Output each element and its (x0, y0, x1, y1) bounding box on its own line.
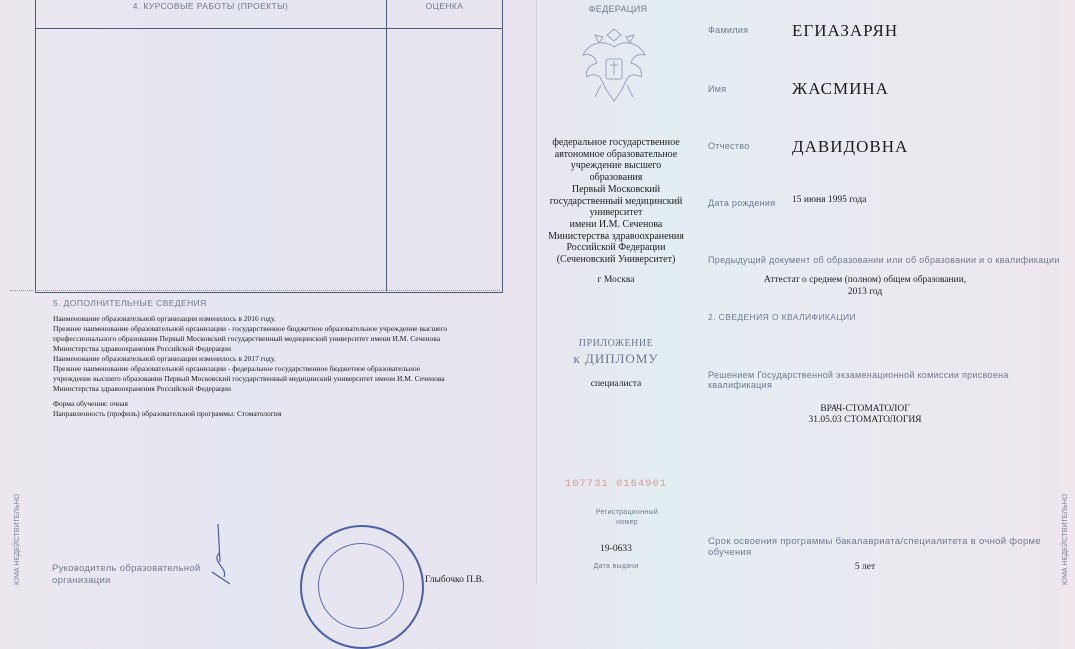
section5-line: Министерства здравоохранения Российской Федерации (53, 384, 231, 393)
section5-body (53, 314, 493, 394)
organization-line: университет (589, 207, 643, 219)
study-duration-value: 5 лет (854, 562, 876, 572)
reg-number-label-line2: номер (616, 519, 638, 526)
organization-line: учреждение высшего (570, 160, 662, 172)
section5-line: учреждение высшего образования Первый Московский государственный медицинский университет имени И.М. Сеченова (53, 374, 445, 383)
section5-line: Министерства здравоохранения Российской Федерации (53, 344, 231, 353)
organization-line: Российской Федерации (566, 242, 666, 254)
reg-number-label-line1: Регистрационный (595, 509, 659, 516)
study-duration-label-line2: обучения (708, 547, 752, 558)
previous-document-label: Предыдущий документ об образовании или об образовании и о квалификации (708, 255, 1060, 265)
grade-column-header: ОЦЕНКА (425, 1, 464, 11)
head-label-line2: организации (52, 575, 111, 586)
commission-label-line2: квалификация (708, 380, 773, 390)
table-column-divider (386, 0, 387, 291)
signature-mark (200, 522, 240, 585)
patronymic-label: Отчество (708, 141, 750, 151)
organization-line: федеральное государственное (552, 137, 680, 148)
name-value: ЖАСМИНА (792, 79, 889, 98)
birthdate-value: 15 июня 1995 года (792, 195, 867, 205)
section-divider (10, 290, 500, 292)
study-duration-label-line1: Срок освоения программы бакалавриата/специалитета в очной форме (708, 536, 1041, 547)
surname-value: ЕГИАЗАРЯН (792, 21, 899, 40)
program-profile: Направленность (профиль) образовательной программы: Стоматология (53, 409, 282, 418)
patronymic-value: ДАВИДОВНА (792, 137, 909, 156)
commission-label-line1: Решением Государственной экзаменационной комиссии присвоена (708, 370, 1009, 380)
qualification-title: ВРАЧ-СТОМАТОЛОГ (820, 404, 910, 414)
section5-line: Прежнее наименование образовательной организации - государственное бюджетное образовательное учреждение высшего (53, 324, 448, 333)
registration-number: 19-0633 (600, 544, 632, 554)
organization-line: образования (589, 172, 643, 184)
section5-title: 5. ДОПОЛНИТЕЛЬНЫЕ СВЕДЕНИЯ (53, 298, 207, 308)
table-header-divider (35, 28, 502, 29)
serial-number: 107731 0164901 (564, 478, 668, 490)
official-seal-inner-ring (318, 543, 404, 629)
organization-line: государственный медицинский (549, 195, 683, 207)
right-vertical-note: ЮМА НЕДЕЙСТВИТЕЛЬНО (1062, 493, 1069, 585)
name-label: Имя (708, 84, 727, 94)
issue-date-label: Дата выдачи (593, 563, 639, 570)
qualification-section-title: 2. СВЕДЕНИЯ О КВАЛИФИКАЦИИ (708, 312, 857, 322)
education-level: специалиста (590, 379, 642, 389)
previous-document-line2: 2013 год (847, 287, 883, 297)
organization-name (537, 137, 695, 266)
section5-line: профессионального образования Первый Московский государственный медицинский университет имени И.М. Сеченова (53, 334, 441, 343)
birthdate-label: Дата рождения (708, 198, 776, 208)
signatory-name: Глыбочко П.В. (425, 575, 485, 585)
section5-line: Наименование образовательной организации изменилось в 2017 году. (53, 354, 276, 363)
left-vertical-note: ЮМА НЕДЕЙСТВИТЕЛЬНО (14, 493, 21, 585)
form-of-study: Форма обучения: очная (53, 399, 128, 408)
page-fold (536, 0, 537, 585)
organization-line: имени И.М. Сеченова (569, 218, 663, 230)
organization-line: Первый Московский (571, 183, 661, 195)
country-name: ФЕДЕРАЦИЯ (588, 4, 648, 14)
organization-line: Министерства здравоохранения (548, 230, 684, 242)
coursework-column-header: 4. КУРСОВЫЕ РАБОТЫ (ПРОЕКТЫ) (132, 1, 289, 11)
surname-label: Фамилия (708, 25, 749, 35)
organization-line: автономное образовательное (554, 148, 678, 160)
previous-document-line1: Аттестат о среднем (полном) общем образовании, (763, 275, 967, 285)
section5-line: Наименование образовательной организации изменилось в 2016 году. (53, 314, 276, 323)
document-title-line1: ПРИЛОЖЕНИЕ (578, 338, 654, 349)
qualification-code: 31.05.03 СТОМАТОЛОГИЯ (808, 415, 922, 425)
document-title-line2: к ДИПЛОМУ (573, 351, 659, 366)
section5-line: Прежнее наименование образовательной организации - федеральное государственное бюджетное образовательное (53, 364, 421, 373)
organization-line: (Сеченовский Университет) (556, 254, 676, 266)
head-label-line1: Руководитель образовательной (52, 563, 201, 574)
coursework-table (35, 0, 503, 293)
city: г Москва (597, 275, 635, 285)
russian-coat-of-arms-icon (577, 25, 652, 105)
